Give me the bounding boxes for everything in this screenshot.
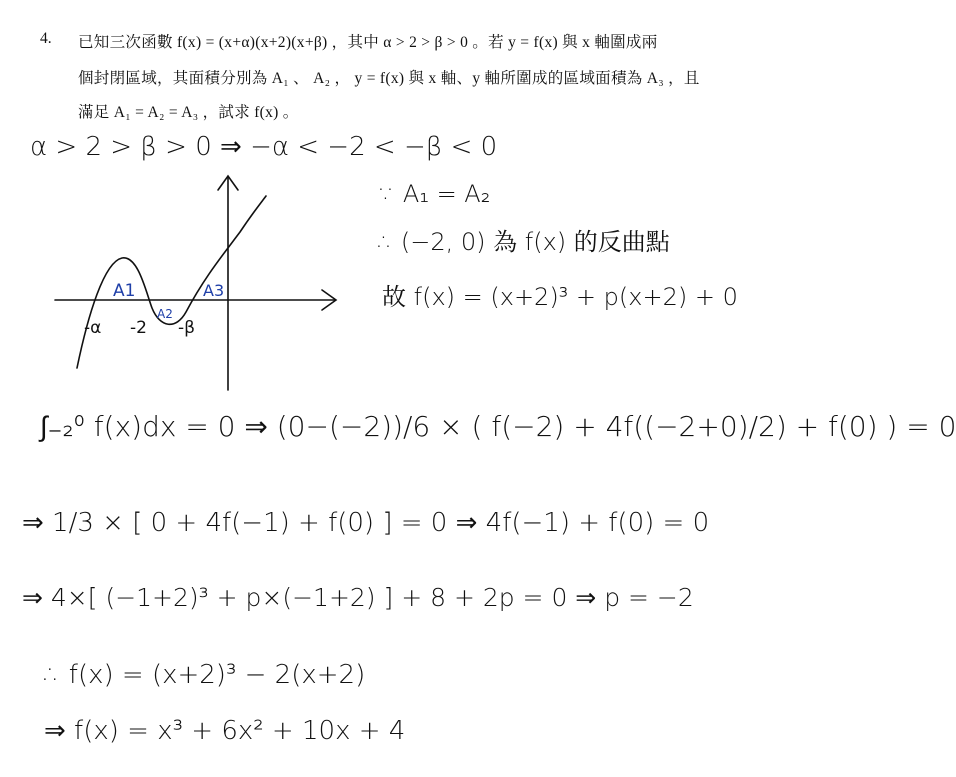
question-line-1: 已知三次函數 f(x) = (x+α)(x+2)(x+β) ，其中 α > 2 > β > 0 。若 y = f(x) 與 x 軸圍成兩 <box>78 34 658 51</box>
solution-simpson-line: ⇒ 1/3 × [ 0 + 4f(−1) + f(0) ] = 0 ⇒ 4f(−1) + f(0) = 0 <box>22 508 710 538</box>
root-label-alpha: -α <box>84 318 102 338</box>
solution-fx-line: ∴ f(x) = (x+2)³ − 2(x+2) <box>44 660 366 690</box>
cubic-curve <box>77 196 266 368</box>
question-number: 4. <box>40 30 52 47</box>
root-label-beta: -β <box>178 318 195 338</box>
solution-integral-line: ∫₋₂⁰ f(x)dx = 0 ⇒ (0−(−2))/6 × ( f(−2) + 4f((−2+0)/2) + f(0) ) = 0 <box>40 410 956 443</box>
root-label-minus-2: -2 <box>130 318 147 338</box>
solution-note-area-equal: ∵ A₁ = A₂ <box>380 180 491 208</box>
solution-final-answer: ⇒ f(x) = x³ + 6x² + 10x + 4 <box>44 716 406 746</box>
solution-note-inflection: ∴ (−2, 0) 為 f(x) 的反曲點 <box>378 228 670 256</box>
solution-note-form: 故 f(x) = (x+2)³ + p(x+2) + 0 <box>382 283 738 311</box>
solution-inequality: α > 2 > β > 0 ⇒ −α < −2 < −β < 0 <box>30 132 498 162</box>
region-label-a2: A2 <box>157 307 173 321</box>
question-line-2: 個封閉區域，其面積分別為 A₁ 、 A₂ ， y = f(x) 與 x 軸、y 軸所圍成的區域面積為 A₃ ，且 <box>78 70 700 87</box>
question-line-3: 滿足 A₁ = A₂ = A₃ ，試求 f(x) 。 <box>78 104 299 121</box>
region-label-a3: A3 <box>203 281 225 300</box>
solution-p-line: ⇒ 4×[ (−1+2)³ + p×(−1+2) ] + 8 + 2p = 0 ⇒ p = −2 <box>22 583 694 612</box>
region-label-a1: A1 <box>113 281 136 301</box>
